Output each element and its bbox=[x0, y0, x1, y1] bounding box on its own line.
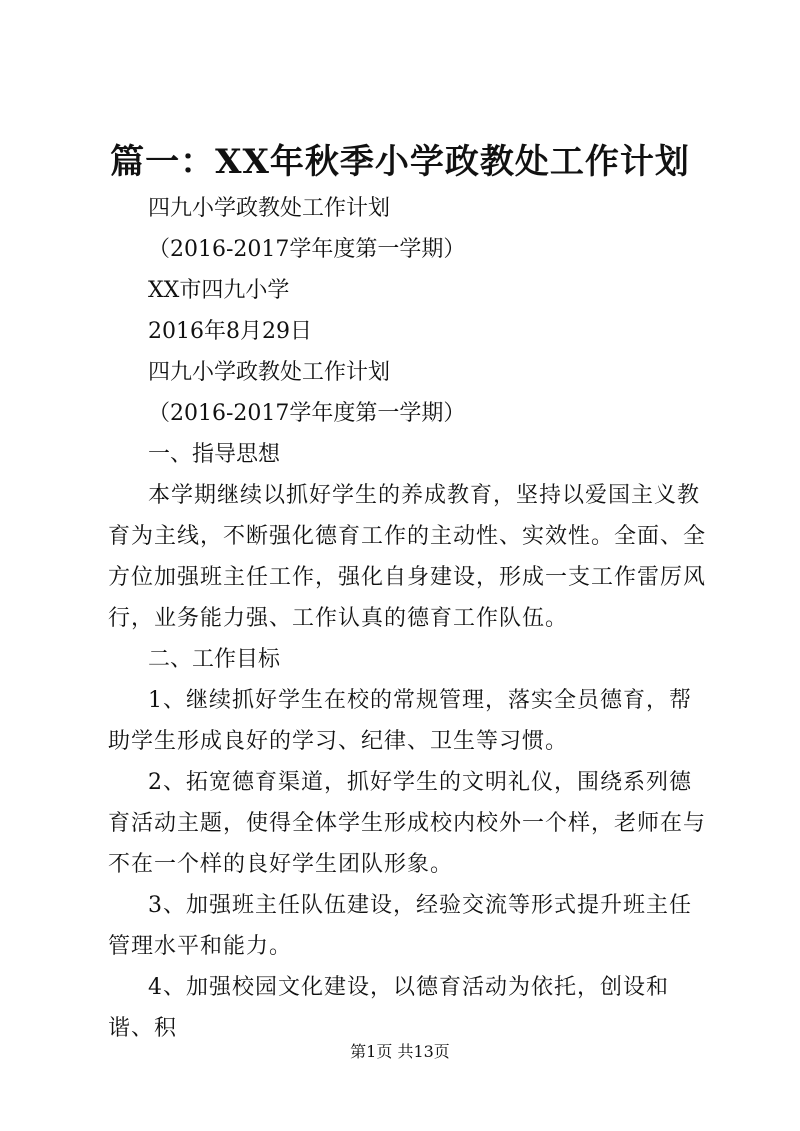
page-footer: 第1页 共13页 bbox=[350, 1042, 450, 1061]
school-plan-title: 四九小学政教处工作计划 bbox=[148, 196, 391, 221]
plan-title-repeat: 四九小学政教处工作计划 bbox=[148, 360, 391, 385]
school-year-label: （2016-2017学年度第一学期） bbox=[148, 237, 466, 262]
goal-item-3: 3、加强班主任队伍建设，经验交流等形式提升班主任管理水平和能力。 bbox=[108, 893, 692, 959]
goal-item-4: 4、加强校园文化建设，以德育活动为依托，创设和谐、积 bbox=[108, 975, 669, 1041]
section-heading-work-goals: 二、工作目标 bbox=[148, 647, 281, 672]
school-year-label-repeat: （2016-2017学年度第一学期） bbox=[148, 401, 466, 426]
section-heading-guiding-thought: 一、指导思想 bbox=[148, 442, 281, 467]
goal-item-2: 2、拓宽德育渠道，抓好学生的文明礼仪，围绕系列德育活动主题，使得全体学生形成校内校外一个样，老师在与不在一个样的良好学生团队形象。 bbox=[108, 770, 707, 877]
goal-item-1: 1、继续抓好学生在校的常规管理，落实全员德育，帮助学生形成良好的学习、纪律、卫生等习惯。 bbox=[108, 688, 692, 754]
document-date: 2016年8月29日 bbox=[148, 319, 312, 344]
guiding-thought-paragraph: 本学期继续以抓好学生的养成教育，坚持以爱国主义教育为主线，不断强化德育工作的主动性、实效性。全面、全方位加强班主任工作，强化自身建设，形成一支工作雷厉风行，业务能力强、工作认真的德育工作队伍。 bbox=[108, 483, 707, 631]
document-title: 篇一：XX年秋季小学政教处工作计划 bbox=[110, 142, 690, 182]
document-body bbox=[108, 188, 708, 1049]
school-name: XX市四九小学 bbox=[148, 278, 290, 303]
